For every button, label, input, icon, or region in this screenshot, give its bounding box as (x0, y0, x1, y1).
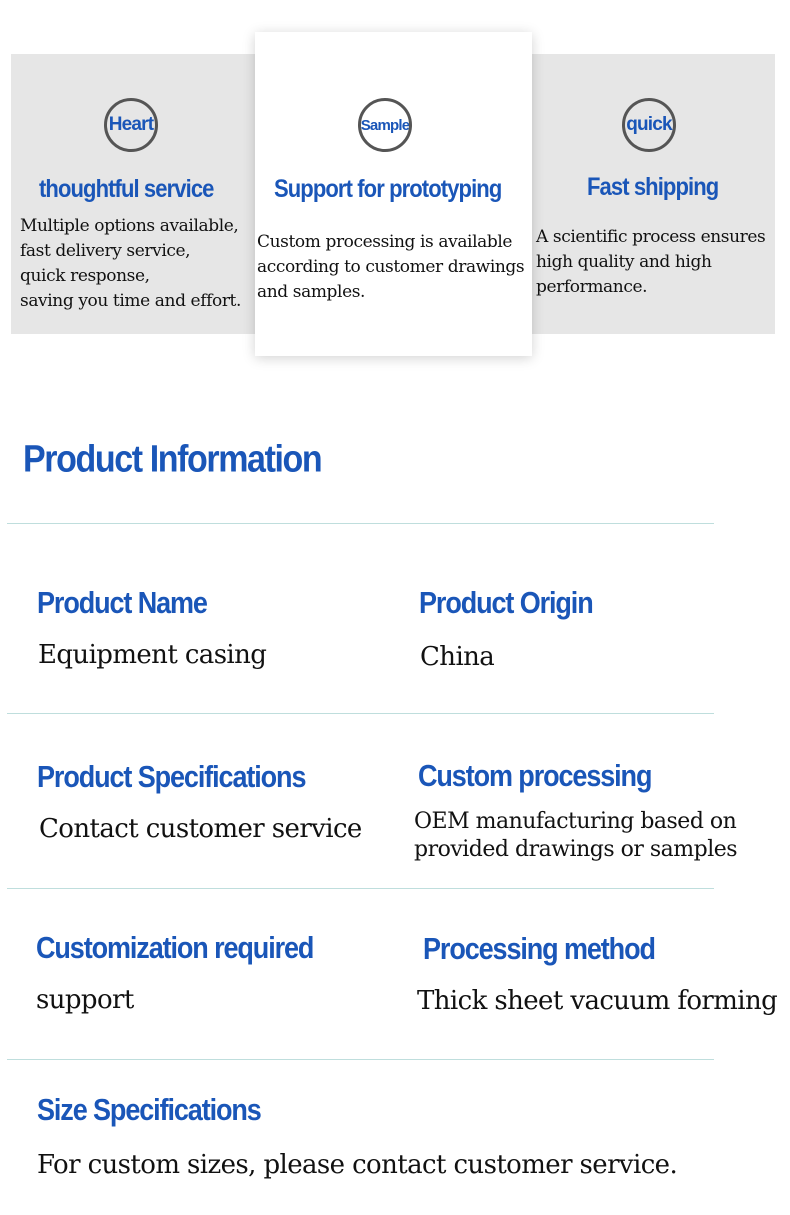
product-name-value: Equipment casing (38, 640, 267, 670)
feature-title-prototyping: Support for prototyping (274, 174, 502, 203)
feature-desc-line: according to customer drawings (257, 257, 525, 277)
custom-processing-line: provided drawings or samples (414, 837, 738, 862)
feature-desc-line: A scientific process ensures (536, 227, 766, 247)
processing-method-value: Thick sheet vacuum forming (417, 986, 778, 1016)
heart-badge-icon: Heart (104, 98, 158, 152)
feature-desc-line: saving you time and effort. (20, 291, 241, 311)
size-specifications-label: Size Specifications (37, 1093, 261, 1127)
feature-desc-line: quick response, (20, 266, 150, 286)
divider (7, 713, 714, 714)
feature-desc-line: performance. (536, 277, 648, 297)
product-origin-label: Product Origin (419, 586, 593, 620)
feature-desc-line: Custom processing is available (257, 232, 513, 252)
product-specifications-value: Contact customer service (39, 814, 362, 844)
product-information-heading: Product Information (23, 438, 322, 481)
feature-desc-line: and samples. (257, 282, 366, 302)
feature-desc-line: high quality and high (536, 252, 712, 272)
custom-processing-value (414, 808, 737, 864)
feature-title-thoughtful-service: thoughtful service (39, 174, 214, 203)
sample-badge-icon: Sample (358, 98, 412, 152)
size-specifications-value: For custom sizes, please contact customer service. (37, 1150, 678, 1180)
feature-desc-line: fast delivery service, (20, 241, 191, 261)
customization-required-value: support (36, 985, 134, 1015)
divider (7, 1059, 714, 1060)
product-name-label: Product Name (37, 586, 207, 620)
custom-processing-label: Custom processing (418, 759, 652, 793)
product-specifications-label: Product Specifications (37, 760, 306, 794)
feature-desc-line: Multiple options available, (20, 216, 239, 236)
feature-description-fast-shipping (536, 225, 765, 300)
processing-method-label: Processing method (423, 932, 655, 966)
divider (7, 523, 714, 524)
feature-title-fast-shipping: Fast shipping (587, 172, 719, 201)
custom-processing-line: OEM manufacturing based on (414, 809, 737, 834)
product-origin-value: China (420, 642, 495, 672)
customization-required-label: Customization required (36, 931, 314, 965)
divider (7, 888, 714, 889)
quick-badge-icon: quick (622, 98, 676, 152)
feature-description-thoughtful-service (20, 214, 241, 314)
feature-description-prototyping (257, 230, 524, 305)
